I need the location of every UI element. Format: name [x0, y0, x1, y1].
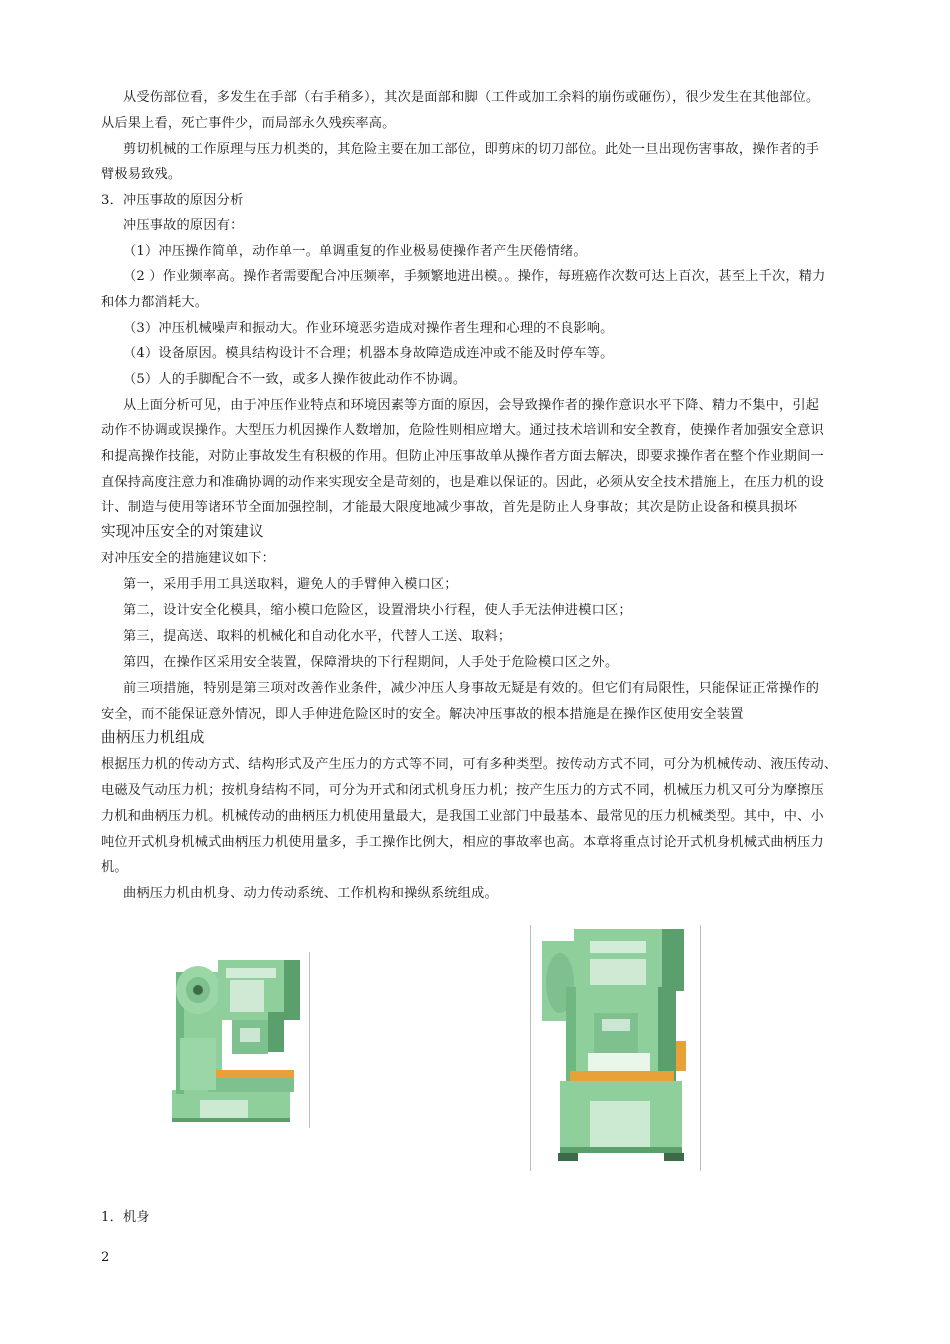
text-line: 从受伤部位看，多发生在手部（右手稍多），其次是面部和脚（工件或加工余料的崩伤或砸伤），很少发生在其他部位。 [123, 90, 820, 105]
text-line: 直保持高度注意力和准确协调的动作来实现安全是苛刻的，也是难以保证的。因此，必须从安全技术措施上，在压力机的设 [101, 475, 824, 490]
text-line: 前三项措施，特别是第三项对改善作业条件，减少冲压人身事故无疑是有效的。但它们有局限性，只能保证正常操作的 [123, 681, 820, 696]
section-heading: 3．冲压事故的原因分析 [101, 193, 244, 208]
list-item: 第一，采用手用工具送取料，避免人的手臂伸入模口区； [123, 577, 458, 592]
open-frame-crank-press-photo [160, 950, 312, 1130]
section-heading: 1．机身 [101, 1210, 150, 1225]
text-line: 从上面分析可见，由于冲压作业特点和环境因素等方面的原因，会导致操作者的操作意识水平下降、精力不集中，引起 [123, 398, 820, 413]
text-line: 对冲压安全的措施建议如下： [101, 551, 276, 566]
list-item: （2 ）作业频率高。操作者需要配合冲压频率，手频繁地进出模。。操作，每班癌作次数可达上百次，甚至上千次，精力 [123, 269, 826, 284]
list-item: 第三，提高送、取料的机械化和自动化水平，代替人工送、取料； [123, 629, 512, 644]
closed-frame-crank-press-photo [530, 923, 702, 1173]
control-box [676, 1041, 686, 1071]
list-item: （1）冲压操作简单，动作单一。单调重复的作业极易使操作者产生厌倦情绪。 [123, 244, 587, 259]
text-line: 计、制造与使用等诸环节全面加强控制，才能最大限度地减少事故，首先是防止人身事故；其次是防止设备和模具损坏 [101, 500, 798, 515]
section-heading: 实现冲压安全的对策建议 [101, 523, 264, 540]
page-number: 2 [101, 1250, 110, 1265]
text-line: 根据压力机的传动方式、结构形式及产生压力的方式等不同，可有多种类型。按传动方式不同，可分为机械传动、液压传动、 [101, 757, 838, 772]
list-item: 第四，在操作区采用安全装置，保障滑块的下行程期间，人手处于危险模口区之外。 [123, 655, 619, 670]
text-line: 曲柄压力机由机身、动力传动系统、工作机构和操纵系统组成。 [123, 886, 498, 901]
text-line: 动作不协调或误操作。大型压力机因操作人数增加，危险性则相应增大。通过技术培训和安全教育，使操作者加强安全意识 [101, 423, 824, 438]
text-line: 从后果上看，死亡事件少，而局部永久残疾率高。 [101, 116, 396, 131]
text-line: 和体力都消耗大。 [101, 295, 209, 310]
bolster-plate [208, 1070, 294, 1078]
text-line: 吨位开式机身机械式曲柄压力机使用量多，手工操作比例大，相应的事故率也高。本章将重点讨论开式机身机械式曲柄压力 [101, 835, 824, 850]
text-line: 冲压事故的原因有： [123, 218, 244, 233]
section-heading: 曲柄压力机组成 [101, 729, 205, 746]
text-line: 和提高操作技能，对防止事故发生有积极的作用。但防止冲压事故单从操作者方面去解决，即要求操作者在整个作业期间一 [101, 449, 824, 464]
text-line: 安全，而不能保证意外情况，即人手伸进危险区时的安全。解决冲压事故的根本措施是在操作区使用安全装置 [101, 707, 744, 722]
text-line: 臂极易致残。 [101, 167, 182, 182]
text-line: 电磁及气动压力机；按机身结构不同，可分为开式和闭式机身压力机；按产生压力的方式不同，机械压力机又可分为摩擦压 [101, 783, 824, 798]
text-line: 机。 [101, 860, 128, 875]
bolster-plate [570, 1071, 674, 1081]
list-item: （5）人的手脚配合不一致，或多人操作彼此动作不协调。 [123, 372, 467, 387]
text-line: 力机和曲柄压力机。机械传动的曲柄压力机使用量最大，是我国工业部门中最基本、最常见的压力机械类型。其中，中、小 [101, 809, 824, 824]
text-line: 剪切机械的工作原理与压力机类的，其危险主要在加工部位，即剪床的切刀部位。此处一旦出现伤害事故，操作者的手 [123, 142, 820, 157]
list-item: （3）冲压机械噪声和振动大。作业环境恶劣造成对操作者生理和心理的不良影响。 [123, 321, 614, 336]
list-item: （4）设备原因。模具结构设计不合理；机器本身故障造成连冲或不能及时停车等。 [123, 346, 614, 361]
list-item: 第二，设计安全化模具，缩小模口危险区，设置滑块小行程，使人手无法伸进模口区； [123, 603, 632, 618]
